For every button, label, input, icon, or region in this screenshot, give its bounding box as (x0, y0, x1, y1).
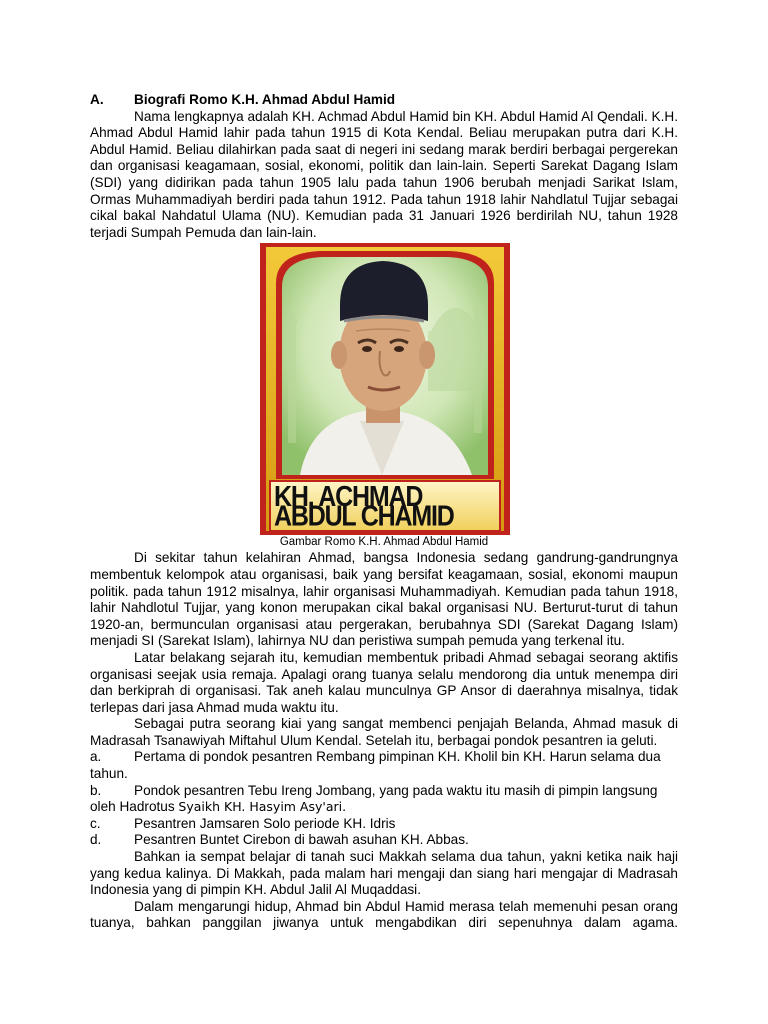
list-text: Pesantren Buntet Cirebon di bawah asuhan KH. Abbas. (134, 832, 469, 848)
paragraph-history: Di sekitar tahun kelahiran Ahmad, bangsa Indonesia sedang gandrung-gandrungnya membentuk kelompok atau organisasi, baik yang bersifat keagamaan, sosial, ekonomi maupun politik. pada tahun 1912 misalnya, lahir organisasi Muhammadiyah. Kemudian pada tahun 1918, lahir Nahdlotul Tujjar, yang konon merupakan cikal bakal organisasi NU. Berturut-turut di tahun 1920-an, bermunculan organisasi atau pergerakan, berubahnya SDI (Sarekat Dagang Islam) menjadi SI (Sarekat Islam), lahirnya NU dan peristiwa sumpah pemuda yang terkenal itu. (90, 550, 678, 649)
list-item (90, 749, 678, 766)
portrait-figure (260, 243, 510, 535)
list-item (90, 832, 678, 849)
list-text-continuation: tahun. (90, 766, 128, 782)
list-marker: b. (90, 782, 102, 798)
section-title: Biografi Romo K.H. Ahmad Abdul Hamid (134, 92, 396, 107)
list-text-prefix: oleh Hadrotus (90, 799, 175, 815)
paragraph-intro: Nama lengkapnya adalah KH. Achmad Abdul Hamid bin KH. Abdul Hamid Al Qendali. K.H. Ahmad Abdul Hamid lahir pada tahun 1915 di Kota Kendal. Beliau merupakan putra dari K.H. Abdul Hamid. Beliau dilahirkan pada saat di negeri ini sedang marak berdiri berbagai pergerekan dan organisasi keagamaan, sosial, ekonomi, politik dan lain-lain. Seperti Sarekat Dagang Islam (SDI) yang didirikan pada tahun 1905 lalu pada tahun 1906 berubah menjadi Sarikat Islam, Ormas Muhammadiyah berdiri pada tahun 1912. Pada tahun 1918 lahir Nahdlatul Tujjar sebagai cikal bakal Nahdatul Ulama (NU). Kemudian pada 31 Januari 1926 berdirilah NU, tahun 1928 terjadi Sumpah Pemuda dan lain-lain. (90, 108, 678, 240)
list-text: Pesantren Jamsaren Solo periode KH. Idris (134, 815, 396, 831)
section-number: A. (90, 92, 104, 107)
list-item (90, 783, 678, 800)
paragraph-closing: Dalam mengarungi hidup, Ahmad bin Abdul Hamid merasa telah memenuhi pesan orang tuanya, bahkan panggilan jiwanya untuk mengabdikan diri sepenuhnya dalam agama. (90, 898, 678, 931)
portrait-name-label: KH. ACHMAD ABDUL CHAMID (274, 481, 454, 533)
list-item (90, 816, 678, 833)
paragraph-education: Sebagai putra seorang kiai yang sangat membenci penjajah Belanda, Ahmad masuk di Madrasah Tsanawiyah Miftahul Ulum Kendal. Setelah itu, berbagai pondok pesantren ia geluti. (90, 716, 678, 748)
figure-caption: Gambar Romo K.H. Ahmad Abdul Hamid (279, 536, 489, 549)
paragraph-background: Latar belakang sejarah itu, kemudian membentuk pribadi Ahmad sebagai seorang aktifis organisasi seejak usia remaja. Apalagi orang tuanya selalu mendorong dia untuk menempa diri dan berkiprah di organisasi. Tak aneh kalau munculnya GP Ansor di daerahnya misalnya, tidak terlepas dari jasa Ahmad muda waktu itu. (90, 649, 678, 715)
paragraph-makkah: Bahkan ia sempat belajar di tanah suci Makkah selama dua tahun, yakni ketika naik haji yang kedua kalinya. Di Makkah, pada malam hari mengaji dan siang hari mengajar di Madrasah Indonesia yang di pimpin KH. Abdul Jalil Al Muqaddasi. (90, 849, 678, 898)
list-text: Pertama di pondok pesantren Rembang pimpinan KH. Kholil bin KH. Harun selama dua (134, 749, 661, 765)
list-text: Pondok pesantren Tebu Ireng Jombang, yang pada waktu itu masih di pimpin langsung (134, 782, 658, 798)
list-text-alt-font: Syaikh KH. Hasyim Asy'ari. (178, 799, 347, 815)
list-text-continuation (90, 799, 678, 816)
list-marker: d. (90, 832, 102, 848)
list-marker: a. (90, 749, 102, 765)
section-heading (90, 92, 678, 109)
pesantren-list (90, 749, 678, 849)
document-page (90, 92, 678, 932)
list-marker: c. (90, 815, 101, 831)
